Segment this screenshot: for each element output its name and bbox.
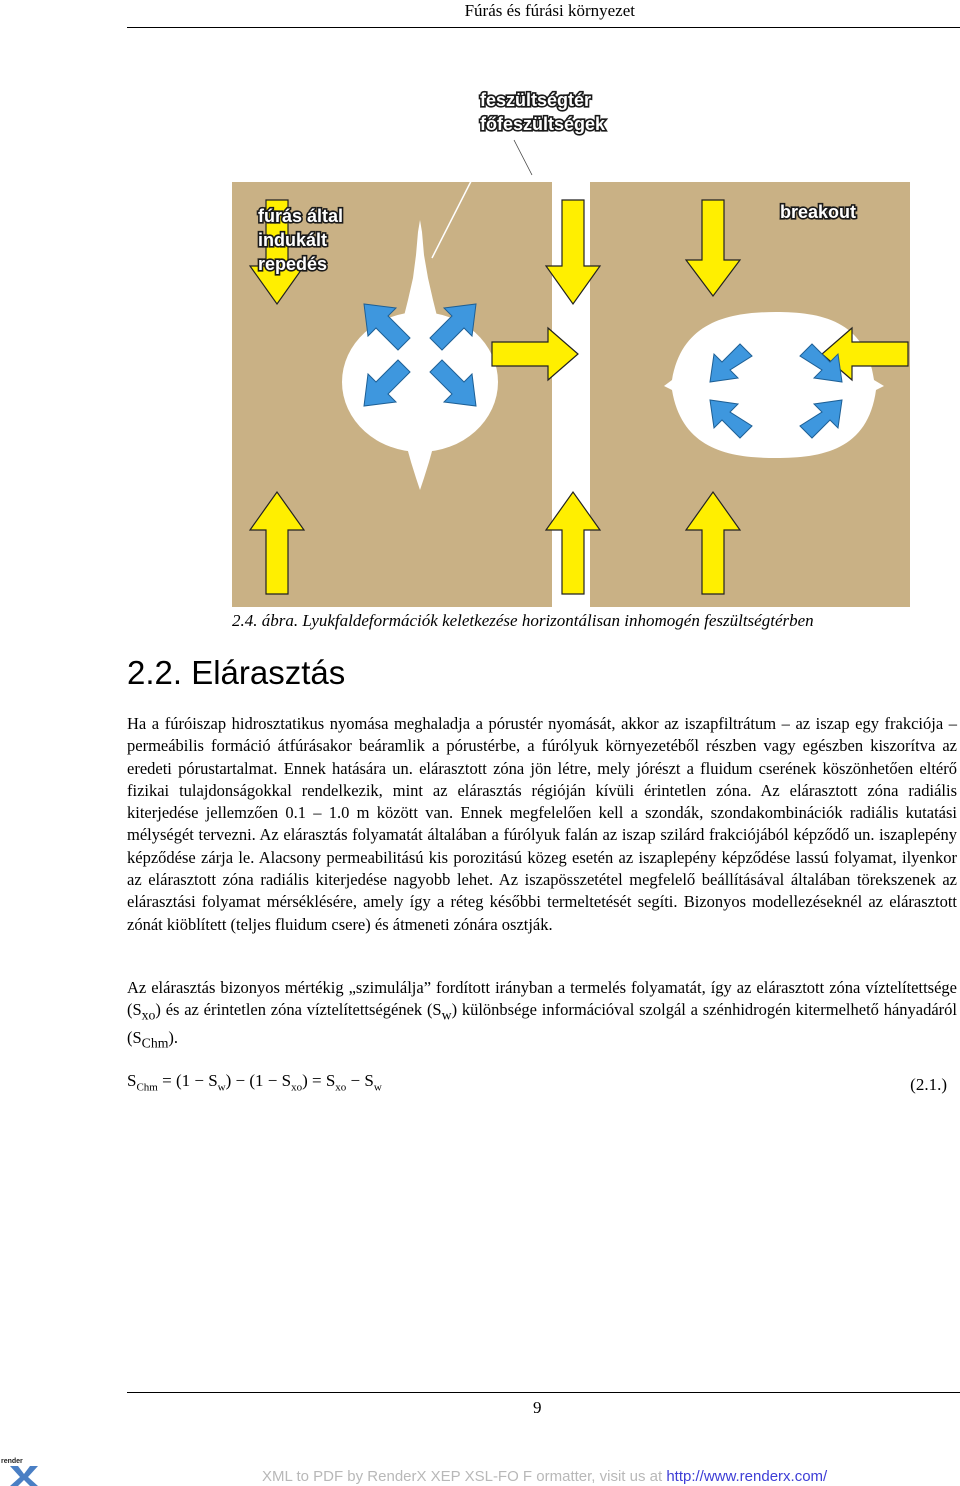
label-induced-line3: repedés: [258, 254, 328, 274]
label-stress-field: feszültségtér: [480, 90, 592, 110]
paragraph-2: Az elárasztás bizonyos mértékig „szimulálja” fordított irányban a termelés folyamatát, így az elárasztott zóna víztelítettsége $(S_{xo})$ és az érintetlen zóna víztelítettségének $(S_w)$ különbsége információval szolgál a szénhidrogén kitermelhető hányadáról $(S_{Chm})$.: [127, 978, 957, 1051]
equation-body: $S_{Chm} = (1 - S_w) - (1 - S_{xo}) = S_{xo} - S_w$: [127, 1071, 382, 1094]
stress-figure: [232, 80, 910, 608]
pointer-line-right-shadow: [514, 140, 532, 175]
page-header-title: Fúrás és fúrási környezet: [464, 1, 635, 20]
yellow-arrow-icon: [250, 492, 304, 594]
label-induced-line2: indukált: [258, 230, 328, 250]
footer-rule: [127, 1392, 960, 1393]
label-principal-stresses: főfeszültségek: [480, 114, 606, 134]
label-breakout: breakout: [780, 202, 857, 222]
header-rule: [127, 27, 960, 28]
equation-number: (2.1.): [910, 1075, 947, 1094]
footer-watermark: XML to PDF by RenderX XEP XSL-FO F ormatter, visit us at http://www.renderx.com/: [262, 1468, 828, 1485]
equation-2-1: [127, 1071, 957, 1101]
yellow-arrow-icon: [492, 328, 578, 380]
svg-text:render: render: [1, 1458, 23, 1465]
figure-caption: 2.4. ábra. Lyukfaldeformációk keletkezése horizontálisan inhomogén feszültségtérben: [232, 611, 814, 630]
hole-left: [342, 220, 498, 490]
yellow-arrow-icon: [546, 492, 600, 594]
renderx-link[interactable]: http://www.renderx.com/: [666, 1468, 828, 1485]
pointer-line-left: [432, 140, 492, 258]
yellow-arrow-icon: [686, 492, 740, 594]
page-number: 9: [533, 1398, 542, 1417]
figure-drawing: [232, 80, 910, 608]
label-induced-line1: fúrás által: [258, 206, 344, 226]
renderx-logo: [0, 1455, 40, 1486]
paragraph-1: Ha a fúróiszap hidrosztatikus nyomása meghaladja a pórustér nyomását, akkor az iszapfiltrátum – az iszap egy frakciója – permeábilis formáció átfúrásakor beáramlik a pórustérbe, a fúrólyuk környezetéből részben vagy egészben kiszorítva az eredeti pórustartalmat. Ennek hatására un. elárasztott zóna jön létre, mely jórészt a fluidum cserének köszönhetően eltérő fizikai tulajdonságokkal rendelkezik, mint az elárasztás régióján kívüli érintetlen zóna. Az elárasztott zóna radiális kiterjedése jellemzően 0.1 – 1.0 m között van. Ennek megfelelően kell a szondák, szondakombinációk radiális kutatási mélységét tervezni. Az elárasztás folyamatát általában a fúrólyuk falán az iszap szilárd frakciójából képződő un. iszaplepény képződése zárja le. Alacsony permeabilitású kis porozitású közeg esetén az iszaplepény képződése lassú folyamat, ilyenkor az elárasztott zóna radiális kiterjedése nagyobb lehet. Az iszapösszetétel megfelelő beállításával általában törekszenek az elárasztási folyamat mérséklésére, amely így a réteg későbbi termeltetését segíti. Bizonyos modellezéseknél az elárasztott zónát kiöblített (teljes fluidum csere) és átmeneti zónára osztják.: [127, 714, 957, 934]
yellow-arrow-icon: [686, 200, 740, 296]
yellow-arrow-icon: [546, 200, 600, 304]
section-title: 2.2. Elárasztás: [127, 654, 346, 691]
